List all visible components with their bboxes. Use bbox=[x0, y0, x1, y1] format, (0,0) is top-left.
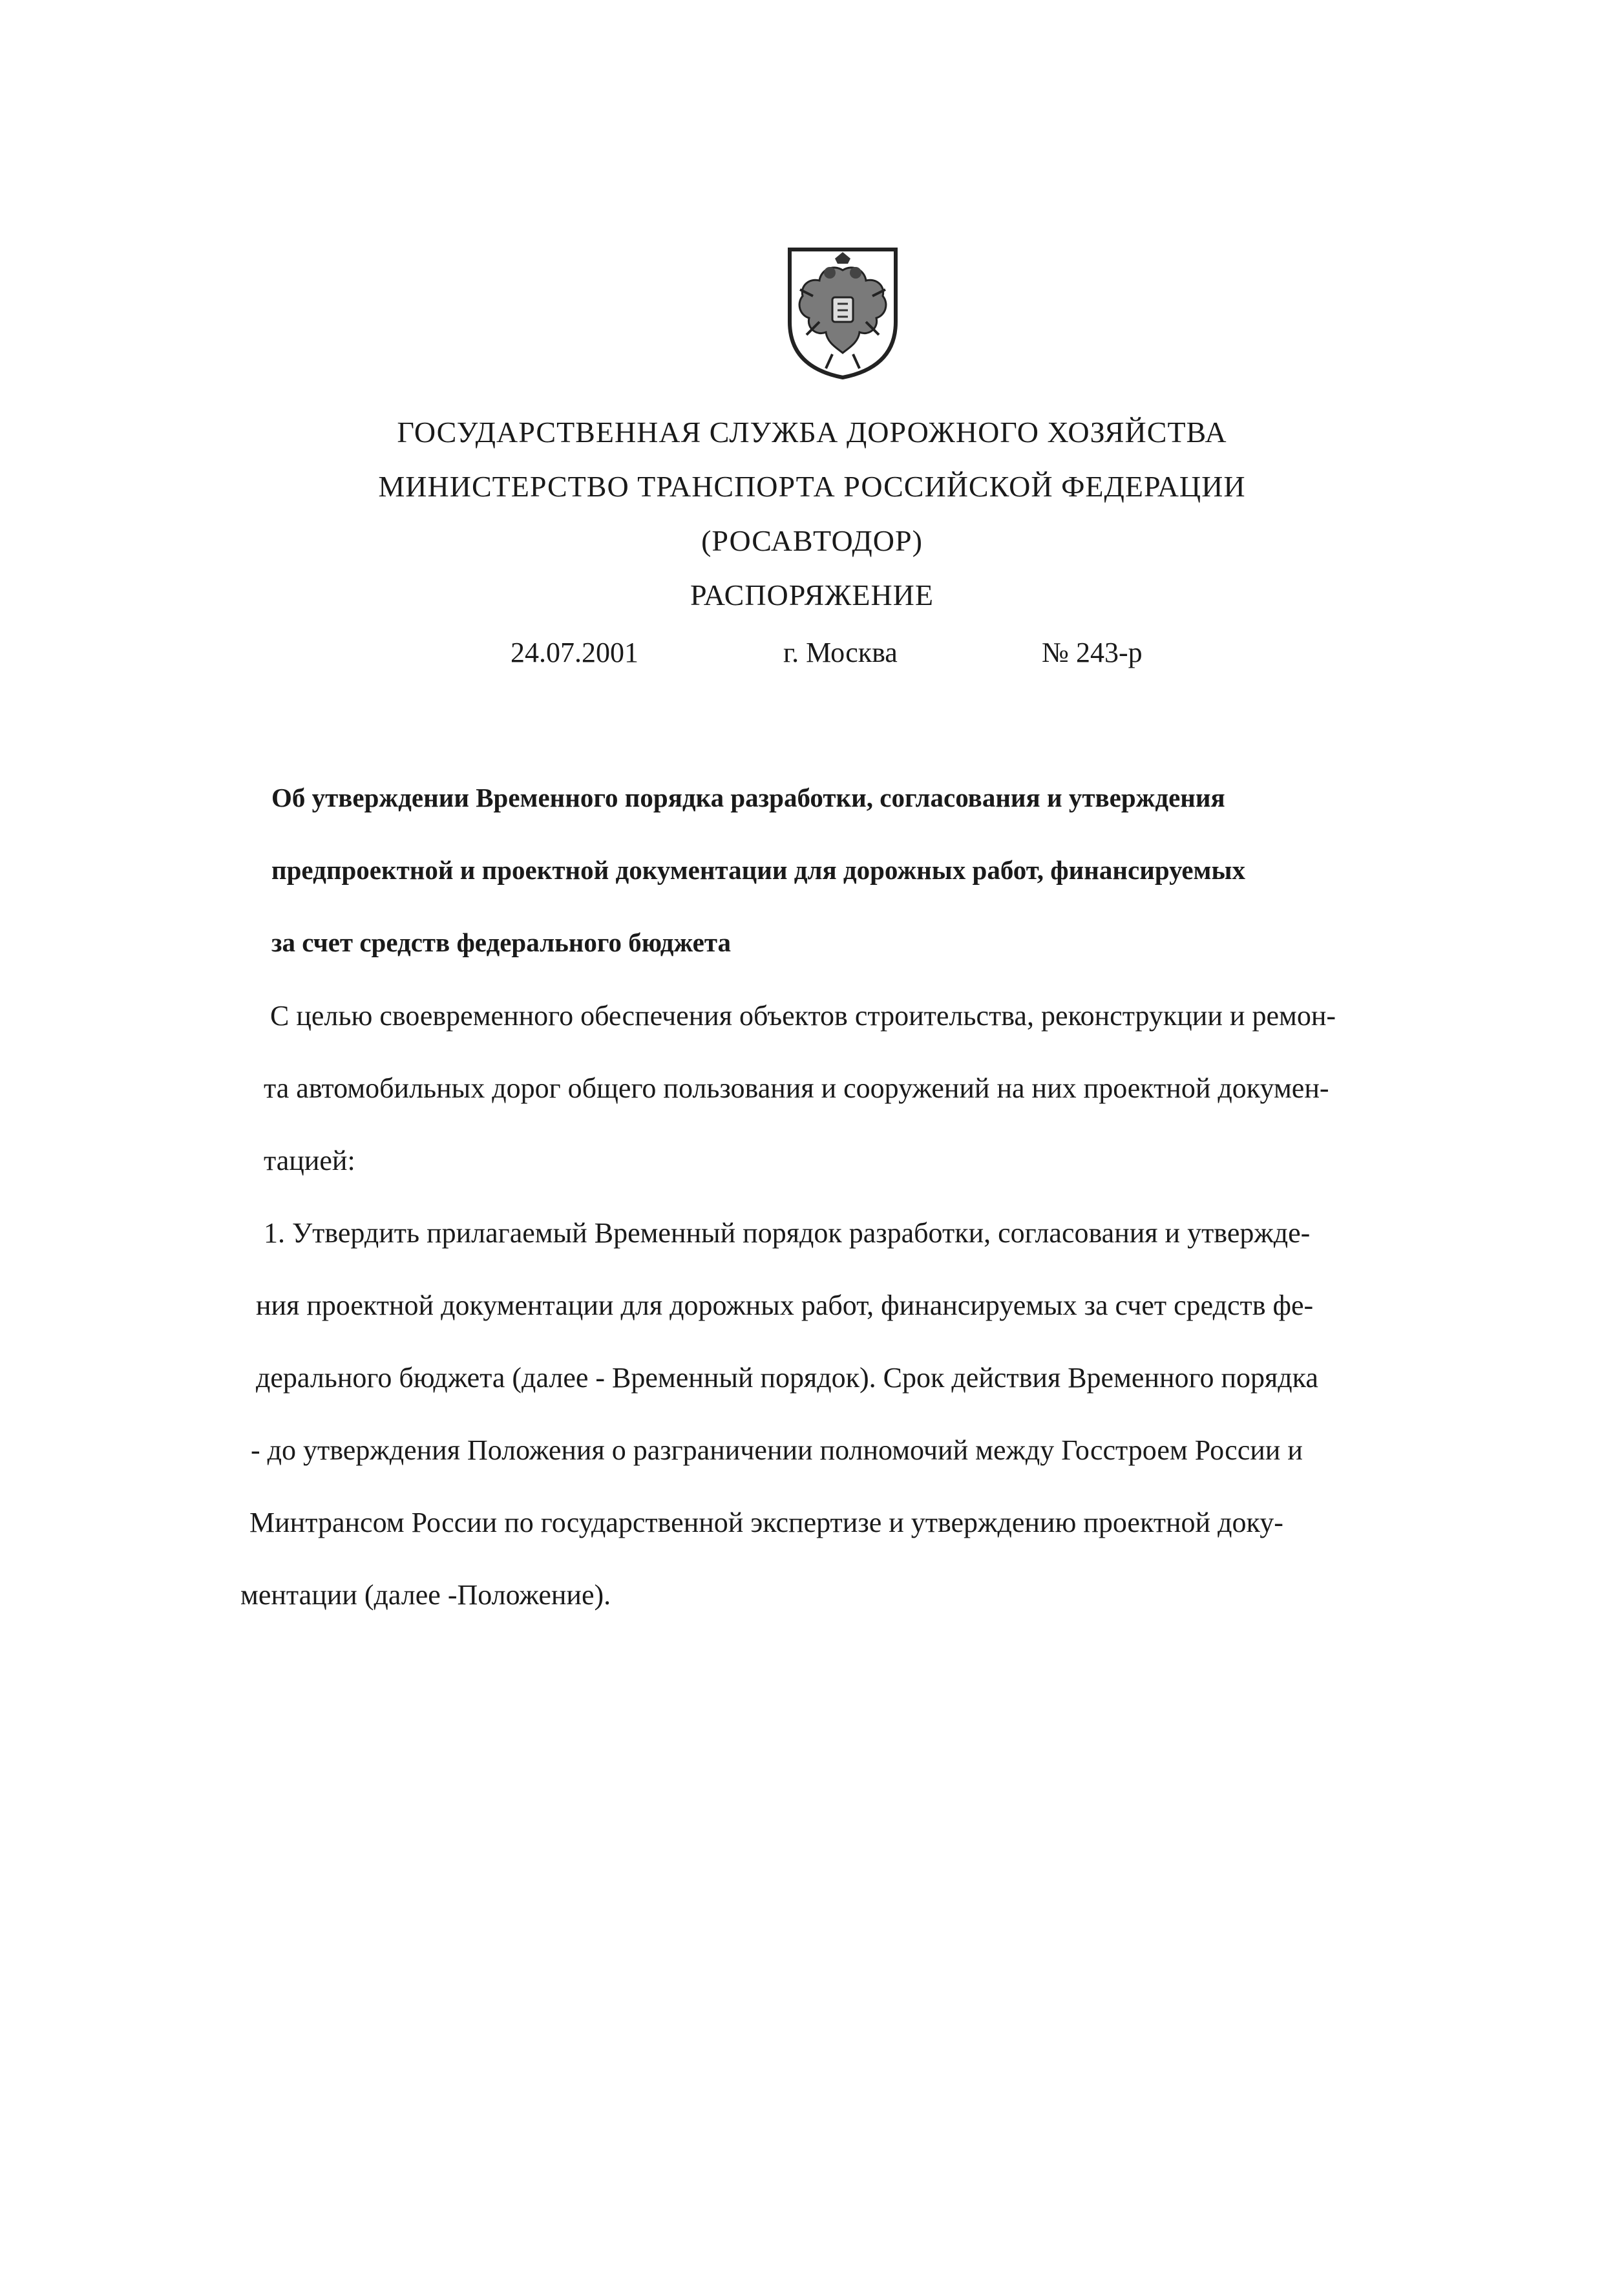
body-line: С целью своевременного обеспечения объектов строительства, реконструкции и ремон- bbox=[270, 1000, 1336, 1032]
body-line: ния проектной документации для дорожных работ, финансируемых за счет средств фе- bbox=[256, 1289, 1314, 1321]
russian-coat-of-arms-icon bbox=[781, 244, 905, 381]
body-line: тацией: bbox=[264, 1145, 355, 1176]
body-line: та автомобильных дорог общего пользования и сооружений на них проектной докумен- bbox=[264, 1072, 1329, 1104]
body-line: дерального бюджета (далее - Временный порядок). Срок действия Временного порядка bbox=[256, 1362, 1318, 1394]
document-type: РАСПОРЯЖЕНИЕ bbox=[690, 578, 934, 611]
subject-line: предпроектной и проектной документации для дорожных работ, финансируемых bbox=[271, 855, 1245, 885]
body-line: Минтрансом России по государственной экспертизе и утверждению проектной доку- bbox=[249, 1507, 1283, 1538]
document-number: № 243-р bbox=[1042, 637, 1143, 668]
ministry-name: МИНИСТЕРСТВО ТРАНСПОРТА РОССИЙСКОЙ ФЕДЕРАЦИИ bbox=[378, 470, 1246, 503]
document-city: г. Москва bbox=[783, 637, 898, 668]
body-line: 1. Утвердить прилагаемый Временный порядок разработки, согласования и утвержде- bbox=[264, 1217, 1311, 1249]
subject-line: Об утверждении Временного порядка разработки, согласования и утверждения bbox=[271, 783, 1225, 812]
subject-line: за счет средств федерального бюджета bbox=[271, 928, 731, 957]
body-line: - до утверждения Положения о разграничении полномочий между Госстроем России и bbox=[251, 1434, 1303, 1466]
agency-name: ГОСУДАРСТВЕННАЯ СЛУЖБА ДОРОЖНОГО ХОЗЯЙСТВА bbox=[397, 416, 1227, 449]
agency-abbreviation: (РОСАВТОДОР) bbox=[701, 524, 923, 557]
document-date: 24.07.2001 bbox=[511, 637, 638, 668]
body-line: ментации (далее -Положение). bbox=[240, 1579, 611, 1611]
